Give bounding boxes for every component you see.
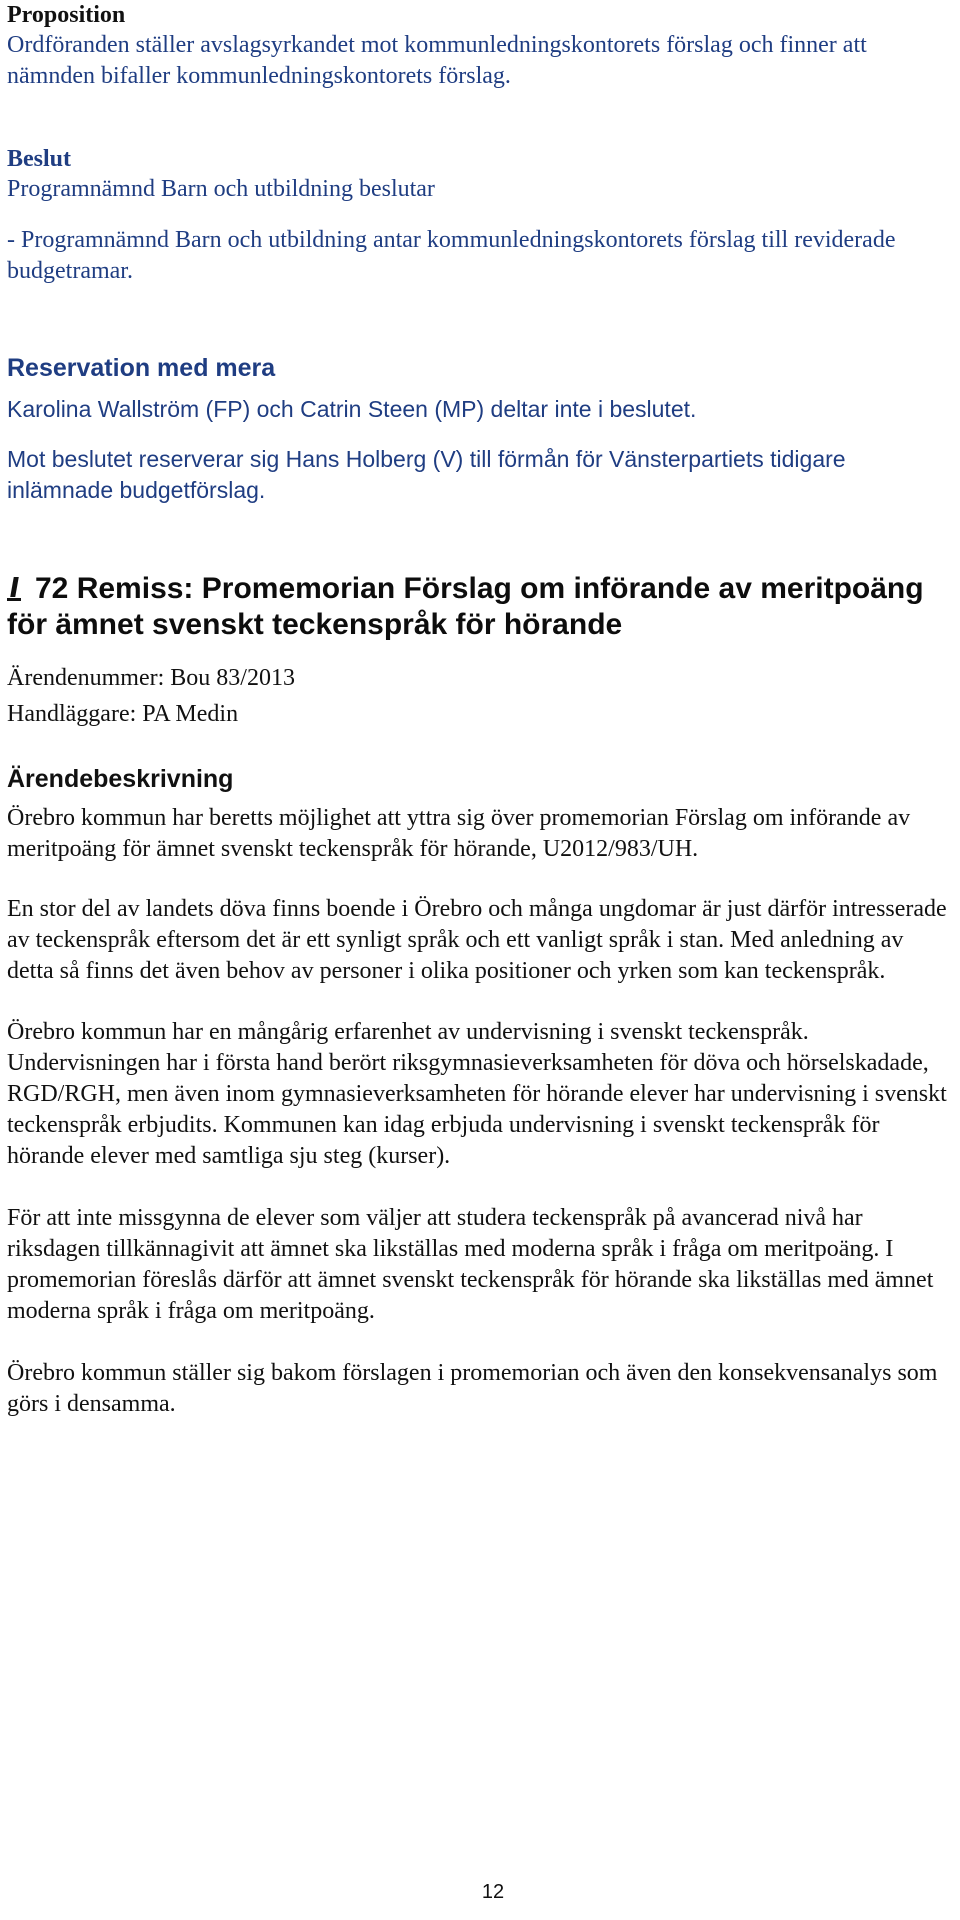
- page-number: 12: [481, 1881, 505, 1903]
- paragraph-marker-icon: [7, 577, 21, 599]
- item-72-heading: [7, 571, 954, 643]
- proposition-section: [7, 0, 954, 92]
- paragraph-1: Örebro kommun har beretts möjlighet att yttra sig över promemorian Förslag om införande av meritpoäng för ämnet svenskt teckenspråk för hörande, U2012/983/UH.: [7, 805, 911, 862]
- beslut-intro: Programnämnd Barn och utbildning beslutar: [7, 176, 435, 202]
- item-72-title: 72 Remiss: Promemorian Förslag om införande av meritpoäng för ämnet svenskt teckenspråk för hörande: [7, 572, 924, 641]
- handlaggare: Handläggare: PA Medin: [7, 701, 239, 727]
- proposition-text: Ordföranden ställer avslagsyrkandet mot kommunledningskontorets förslag och finner att nämnden bifaller kommunledningskontorets förslag.: [7, 32, 867, 89]
- arendebeskrivning-section: [7, 763, 954, 1420]
- paragraph-3: Örebro kommun har en mångårig erfarenhet av undervisning i svenskt teckenspråk. Undervisningen har i första hand berört riksgymnasieverksamheten för döva och hörselskadade, RGD/RGH, men även inom gymnasieverksamheten för hörande elever har undervisning i svenskt teckenspråk erbjudits. Kommunen kan idag erbjuda undervisning i svenskt teckenspråk för hörande elever med samtliga sju steg (kurser).: [7, 1019, 947, 1169]
- item-72-meta: [7, 663, 954, 729]
- paragraph-2: En stor del av landets döva finns boende i Örebro och många ungdomar är just därför intresserade av teckenspråk eftersom det är ett synligt språk och ett vanligt språk i stan. Med anledning av detta så finns det även behov av personer i olika positioner och yrken som kan teckenspråk.: [7, 896, 947, 984]
- beslut-section: [7, 144, 954, 287]
- reservation-line-2: Mot beslutet reserverar sig Hans Holberg (V) till förmån för Vänsterpartiets tidigare inlämnade budgetförslag.: [7, 446, 846, 503]
- arendebeskrivning-heading: Ärendebeskrivning: [7, 765, 234, 793]
- beslut-heading: Beslut: [7, 146, 72, 172]
- proposition-heading: Proposition: [7, 2, 126, 28]
- reservation-line-1: Karolina Wallström (FP) och Catrin Steen (MP) deltar inte i beslutet.: [7, 396, 697, 422]
- beslut-item: - Programnämnd Barn och utbildning antar kommunledningskontorets förslag till reviderade budgetramar.: [7, 227, 896, 284]
- reservation-heading: Reservation med mera: [7, 354, 276, 382]
- reservation-section: [7, 352, 954, 506]
- arendenummer: Ärendenummer: Bou 83/2013: [7, 665, 295, 691]
- paragraph-4: För att inte missgynna de elever som väljer att studera teckenspråk på avancerad nivå har riksdagen tillkännagivit att ämnet ska likställas med moderna språk i fråga om meritpoäng. I promemorian föreslås därför att ämnet svenskt teckenspråk för hörande ska likställas med ämnet moderna språk i fråga om meritpoäng.: [7, 1205, 934, 1324]
- paragraph-5: Örebro kommun ställer sig bakom förslagen i promemorian och även den konsekvensanalys som görs i densamma.: [7, 1360, 938, 1417]
